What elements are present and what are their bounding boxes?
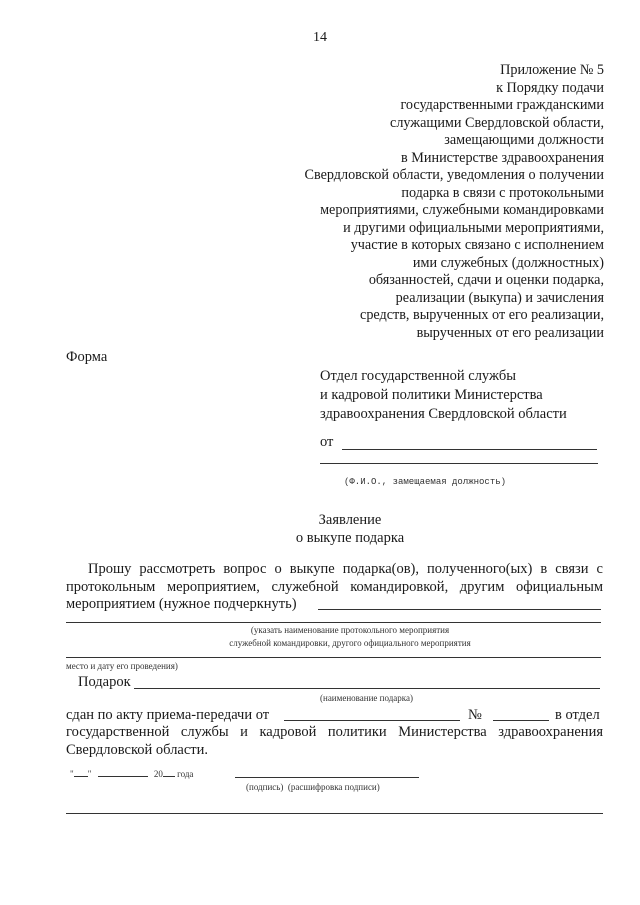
from-name-field[interactable]	[342, 449, 597, 450]
appendix-line: подарка в связи с протокольными	[401, 184, 604, 201]
date-quote-open: "	[70, 769, 74, 779]
signature-hint: (подпись)	[246, 782, 284, 792]
bottom-divider	[66, 813, 603, 814]
request-paragraph	[66, 561, 603, 614]
from-label: от	[320, 434, 334, 450]
event-hint-3: место и дату его проведения)	[66, 661, 178, 671]
month-field[interactable]	[98, 776, 148, 777]
event-hint-2: служебной командировки, другого официального мероприятия	[229, 638, 471, 648]
appendix-line: замещающими должности	[444, 132, 604, 148]
event-field-line-2[interactable]	[66, 622, 601, 623]
date-quote-close: "	[87, 769, 92, 779]
appendix-line: Свердловской области, уведомления о получении	[304, 167, 604, 183]
appendix-line: государственными гражданскими	[400, 97, 604, 113]
appendix-line: ими служебных (должностных)	[412, 254, 604, 271]
event-field[interactable]	[318, 609, 601, 610]
appendix-header	[304, 62, 604, 342]
title-line-2: о выкупе подарка	[295, 529, 405, 546]
number-sign: №	[468, 707, 482, 723]
handed-continuation: государственной службы и кадровой политики Министерства здравоохранения Свердловской области.	[66, 724, 603, 758]
addressee-line: здравоохранения Свердловской области	[320, 406, 567, 422]
document-title	[0, 512, 640, 547]
handed-suffix: в отдел	[555, 707, 600, 723]
page-number: 14	[313, 30, 327, 45]
addressee-line: и кадровой политики Министерства	[320, 387, 543, 403]
year-prefix: 20	[153, 769, 163, 779]
day-field[interactable]	[74, 776, 88, 777]
title-line-1: Заявление	[318, 512, 382, 528]
request-text: Прошу рассмотреть вопрос о выкупе подарка(ов), полученного(ых) в связи с протокольным мероприятием, служебной командировкой, другим официальным мероприятием (нужное подчеркнуть)	[66, 561, 603, 612]
appendix-line: вырученных от его реализации	[416, 324, 604, 341]
signature-hints	[246, 782, 380, 792]
appendix-line: к Порядку подачи	[496, 79, 604, 96]
appendix-line: в Министерстве здравоохранения	[401, 149, 604, 166]
act-date-field[interactable]	[284, 720, 460, 721]
event-field-line-3[interactable]	[66, 657, 601, 658]
gift-field[interactable]	[134, 688, 600, 689]
gift-hint: (наименование подарка)	[320, 693, 413, 703]
signature-decode-hint: (расшифровка подписи)	[287, 782, 380, 792]
act-number-field[interactable]	[493, 720, 549, 721]
addressee-line: Отдел государственной службы	[320, 368, 516, 384]
signature-field[interactable]	[235, 777, 419, 778]
appendix-line: реализации (выкупа) и зачисления	[395, 289, 604, 306]
appendix-line: средств, вырученных от его реализации,	[360, 307, 604, 323]
appendix-line: участие в которых связано с исполнением	[350, 237, 604, 253]
appendix-line: мероприятиями, служебными командировками	[320, 202, 604, 218]
year-suffix: года	[177, 769, 194, 779]
appendix-line: Приложение № 5	[500, 62, 604, 78]
appendix-line: служащими Свердловской области,	[390, 114, 604, 131]
from-position-field[interactable]	[320, 463, 598, 464]
gift-label: Подарок	[78, 674, 131, 690]
appendix-line: обязанностей, сдачи и оценки подарка,	[368, 272, 604, 288]
date-line	[70, 769, 193, 779]
fio-hint: (Ф.И.О., замещаемая должность)	[344, 477, 507, 487]
appendix-line: и другими официальными мероприятиями,	[343, 219, 604, 236]
year-field[interactable]	[163, 776, 175, 777]
handed-prefix: сдан по акту приема-передачи от	[66, 707, 270, 723]
addressee-block	[320, 367, 567, 424]
form-label: Форма	[66, 349, 108, 365]
event-hint-1: (указать наименование протокольного мероприятия	[250, 625, 450, 635]
